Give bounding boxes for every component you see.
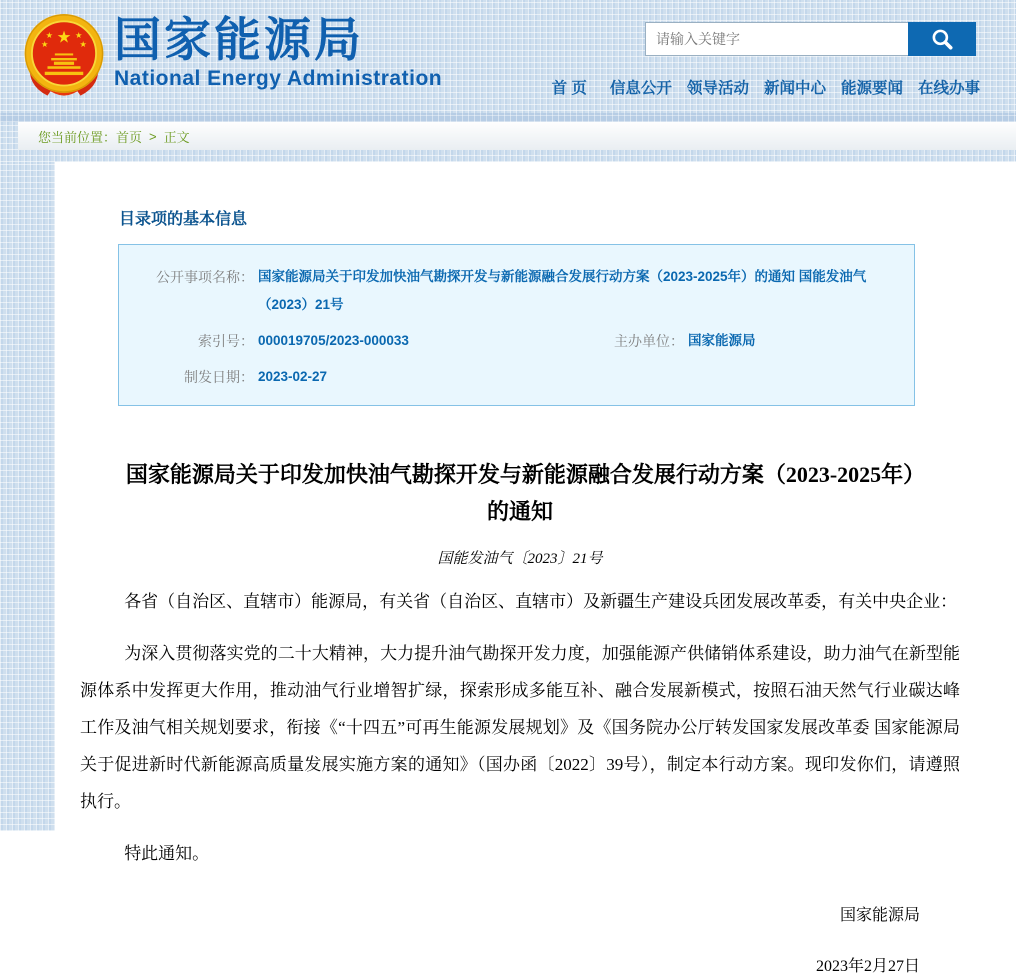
info-row-index-org (119, 327, 914, 355)
document-title: 国家能源局关于印发加快油气勘探开发与新能源融合发展行动方案（2023-2025年）的通知 (125, 462, 915, 524)
index-label: 索引号： (198, 333, 254, 349)
content-left-gap (0, 162, 55, 831)
date-value: 2023-02-27 (258, 369, 328, 384)
site-header (0, 0, 1016, 113)
document-number: 国能发油气〔2023〕21号 (437, 551, 603, 567)
name-value: 国家能源局关于印发加快油气勘探开发与新能源融合发展行动方案（2023-2025年）的通知 国能发油气（2023）21号 (258, 269, 867, 312)
breadcrumb-home-link[interactable]: 首页 (116, 129, 143, 145)
index-value: 000019705/2023-000033 (258, 333, 409, 348)
nav-item-news-center[interactable]: 新闻中心 (763, 80, 826, 97)
document-paragraphs (80, 583, 960, 872)
svg-text:★: ★ (79, 39, 87, 50)
signature-org: 国家能源局 (839, 907, 920, 924)
header-divider-strip (0, 113, 1016, 122)
nav-item-home[interactable]: 首 页 (551, 80, 587, 97)
paragraph-closing: 特此通知。 (124, 844, 210, 863)
site-title-en: National Energy Administration (114, 67, 443, 90)
paragraph-recipients: 各省（自治区、直辖市）能源局，有关省（自治区、直辖市）及新疆生产建设兵团发展改革委，有关中央企业： (124, 592, 958, 611)
search-button[interactable] (908, 22, 976, 56)
search-bar (645, 22, 976, 56)
svg-text:★: ★ (74, 29, 83, 40)
breadcrumb (18, 122, 1016, 150)
info-row-name (119, 263, 914, 319)
brand-block (114, 14, 442, 92)
national-emblem-icon (20, 11, 108, 105)
svg-text:★: ★ (56, 27, 72, 47)
name-label: 公开事项名称： (156, 269, 254, 285)
nav-item-energy-highlights[interactable]: 能源要闻 (840, 80, 903, 97)
document-body (80, 456, 960, 976)
paragraph-main: 为深入贯彻落实党的二十大精神，大力提升油气勘探开发力度，加强能源产供储销体系建设，助力油气在新型能源体系中发挥更大作用，推动油气行业增智扩绿，探索形成多能互补、融合发展新模式，按照石油天然气行业碳达峰工作及油气相关规划要求，衔接《“十四五”可再生能源发展规划》及《国务院办公厅转发国家发展改革委 国家能源局关于促进新时代新能源高质量发展实施方案的通知》（国办函〔2022〕39号），制定本行动方案。现印发你们，请遵照执行。 (80, 644, 960, 811)
content-row (0, 162, 1016, 975)
breadcrumb-row (0, 122, 1016, 150)
search-icon (929, 26, 955, 52)
catalog-heading: 目录项的基本信息 (119, 211, 248, 228)
breadcrumb-prefix: 您当前位置： (38, 129, 117, 145)
date-label: 制发日期： (184, 369, 254, 385)
catalog-info-box (118, 244, 915, 406)
nav-item-leader-activities[interactable]: 领导活动 (686, 80, 749, 97)
main-nav (537, 76, 980, 98)
breadcrumb-bottom-strip (0, 150, 1016, 162)
content-panel (55, 162, 1016, 975)
nav-item-info-disclosure[interactable]: 信息公开 (609, 80, 672, 97)
signature-block (80, 902, 960, 976)
breadcrumb-left-gap (0, 122, 18, 150)
svg-text:★: ★ (45, 29, 54, 40)
signature-date: 2023年2月27日 (815, 958, 920, 975)
breadcrumb-current-link[interactable]: 正文 (163, 129, 190, 145)
breadcrumb-separator: > (149, 128, 157, 144)
svg-text:★: ★ (41, 39, 49, 50)
org-label: 主办单位： (614, 333, 684, 349)
org-value: 国家能源局 (688, 333, 756, 348)
site-title-zh: 国家能源局 (114, 13, 364, 66)
info-row-date (119, 363, 914, 391)
search-input[interactable] (645, 22, 908, 56)
nav-item-online-services[interactable]: 在线办事 (917, 80, 980, 97)
